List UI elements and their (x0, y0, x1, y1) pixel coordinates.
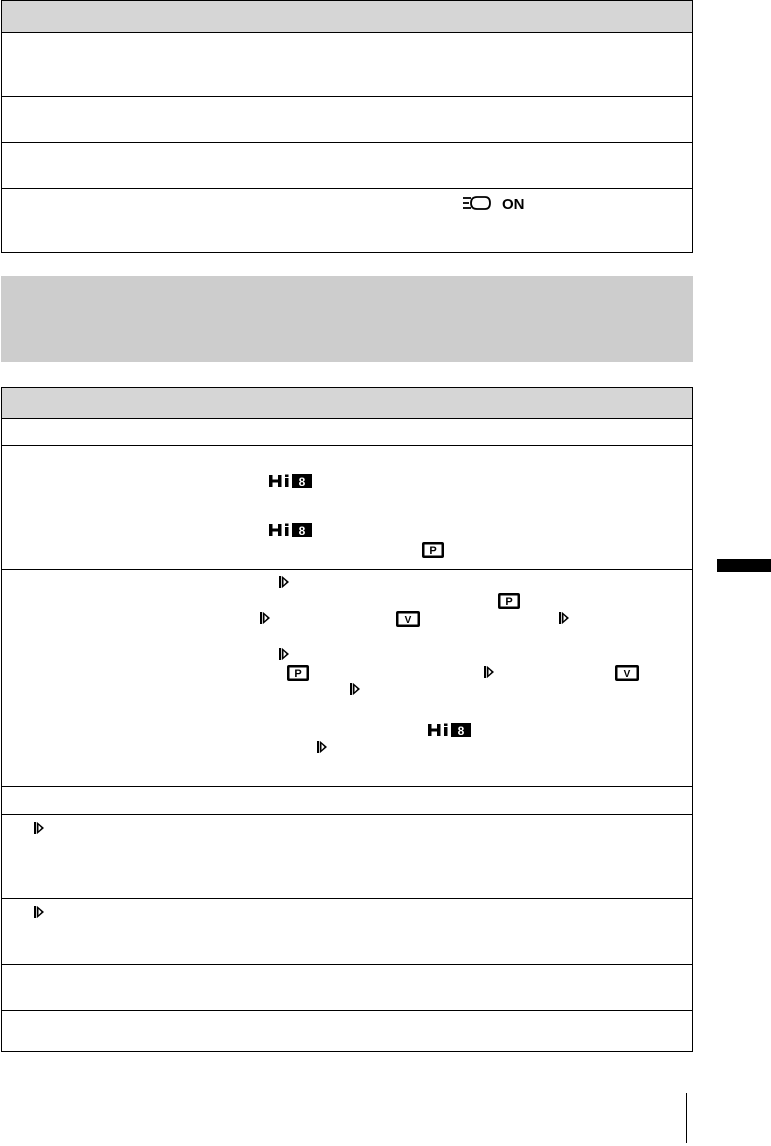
top-table-header-row (2, 1, 692, 32)
svg-text:8: 8 (457, 724, 465, 738)
eco-mode-label: ON (502, 196, 525, 211)
hi8-format-icon (268, 522, 314, 538)
pal-format-icon (421, 541, 445, 559)
tape-play-icon (278, 575, 290, 589)
table-row (2, 445, 692, 569)
svg-text:V: V (404, 615, 412, 626)
hi8-format-icon (427, 722, 473, 738)
eco-mode-icon (461, 195, 527, 211)
table-row (2, 569, 692, 786)
video-format-icon (395, 610, 421, 628)
table-row (2, 786, 692, 814)
pal-format-icon (497, 592, 521, 610)
svg-text:P: P (505, 596, 513, 608)
tape-play-icon (33, 905, 45, 919)
tape-play-icon (278, 647, 290, 661)
svg-text:P: P (294, 668, 302, 680)
page-number-rule (686, 1093, 687, 1143)
table-row (2, 418, 692, 445)
chapter-index-tab (717, 559, 771, 572)
table-row (2, 814, 692, 898)
pal-format-icon (286, 664, 310, 682)
video-format-icon (614, 664, 640, 682)
svg-text:V: V (623, 669, 631, 680)
tape-play-icon (558, 611, 570, 625)
table-row (2, 96, 692, 142)
svg-text:P: P (429, 545, 437, 557)
table-row (2, 142, 692, 188)
tape-play-icon (33, 821, 45, 835)
bottom-table-header-row (2, 388, 692, 418)
bottom-table (1, 387, 693, 1052)
svg-text:8: 8 (298, 524, 306, 538)
table-row (2, 898, 692, 964)
table-row (2, 964, 692, 1010)
section-banner (1, 276, 693, 362)
hi8-format-icon (268, 473, 314, 489)
top-table (1, 0, 693, 253)
table-row (2, 1010, 692, 1051)
tape-play-icon (349, 682, 361, 696)
tape-play-icon (483, 665, 495, 679)
table-row (2, 188, 692, 252)
table-row (2, 32, 692, 96)
tape-play-icon (316, 740, 328, 754)
svg-text:8: 8 (298, 475, 306, 489)
tape-play-icon (259, 611, 271, 625)
